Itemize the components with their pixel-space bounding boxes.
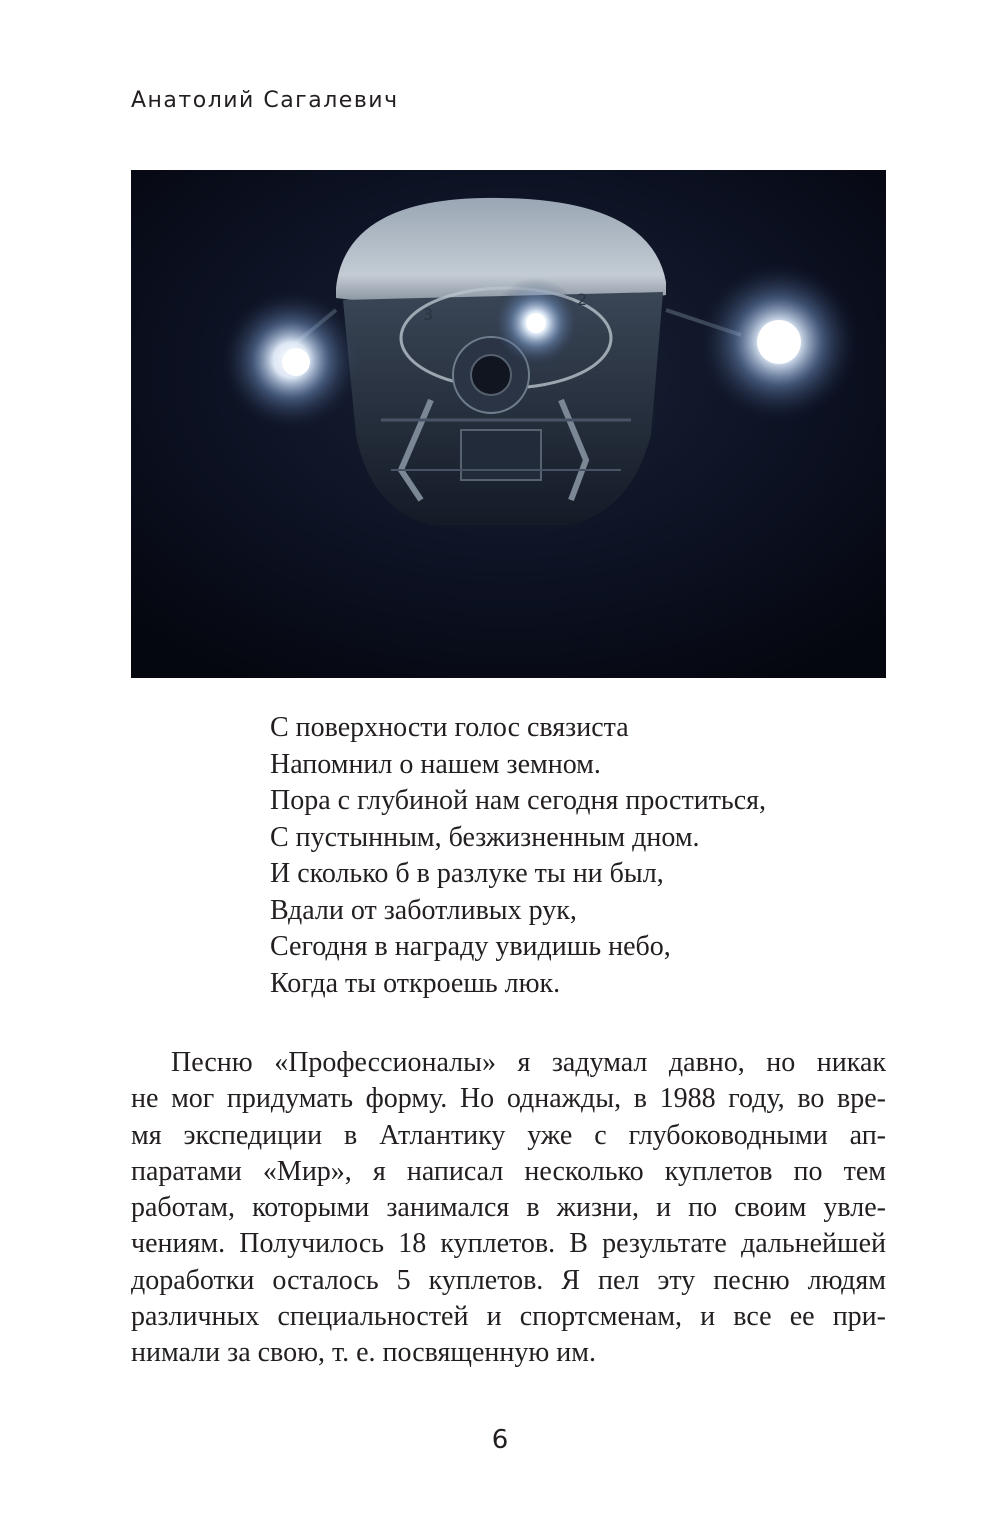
poem-line: Когда ты откроешь люк. <box>270 967 561 999</box>
center-floodlight <box>526 313 546 333</box>
dome-number-right: 2 <box>577 290 588 309</box>
prose-line: Песню «Профессионалы» я задумал давно, но никак <box>171 1047 886 1078</box>
prose-line: не мог придумать форму. Но однажды, в 1988 году, во вре- <box>131 1083 886 1115</box>
poem-line: И сколько б в разлуке ты ни был, <box>270 858 664 889</box>
prose-line: работам, которыми занимался в жизни, и по своим увле- <box>131 1192 886 1224</box>
prose-paragraph <box>131 1045 886 1372</box>
poem-line: Сегодня в награду увидишь небо, <box>270 931 671 962</box>
left-floodlight <box>282 348 310 376</box>
submersible-photo <box>131 170 886 678</box>
running-head-author: Анатолий Сагалевич <box>131 88 399 113</box>
submersible-illustration <box>131 170 886 678</box>
poem-stanza <box>270 710 766 1002</box>
poem-line: С поверхности голос связиста <box>270 712 629 743</box>
prose-line: паратами «Мир», я написал несколько куплетов по тем <box>131 1155 886 1187</box>
prose-line: различных специальностей и спортсменам, и все ее при- <box>131 1301 886 1333</box>
poem-line: Вдали от заботливых рук, <box>270 894 577 926</box>
poem-line: С пустынным, безжизненным дном. <box>270 821 700 853</box>
poem-line: Напомнил о нашем земном. <box>270 748 601 780</box>
prose-line: чениям. Получилось 18 куплетов. В результате дальнейшей <box>131 1228 886 1260</box>
right-floodlight <box>757 320 801 364</box>
poem-line: Пора с глубиной нам сегодня проститься, <box>270 785 767 816</box>
prose-line: мя экспедиции в Атлантику уже с глубоководными ап- <box>131 1119 886 1151</box>
prose-line: нимали за свою, т. е. посвященную им. <box>131 1337 596 1369</box>
dome-number-left: 3 <box>423 305 434 324</box>
prose-line: доработки осталось 5 куплетов. Я пел эту песню людям <box>131 1264 886 1296</box>
page-number: 6 <box>491 1425 509 1455</box>
